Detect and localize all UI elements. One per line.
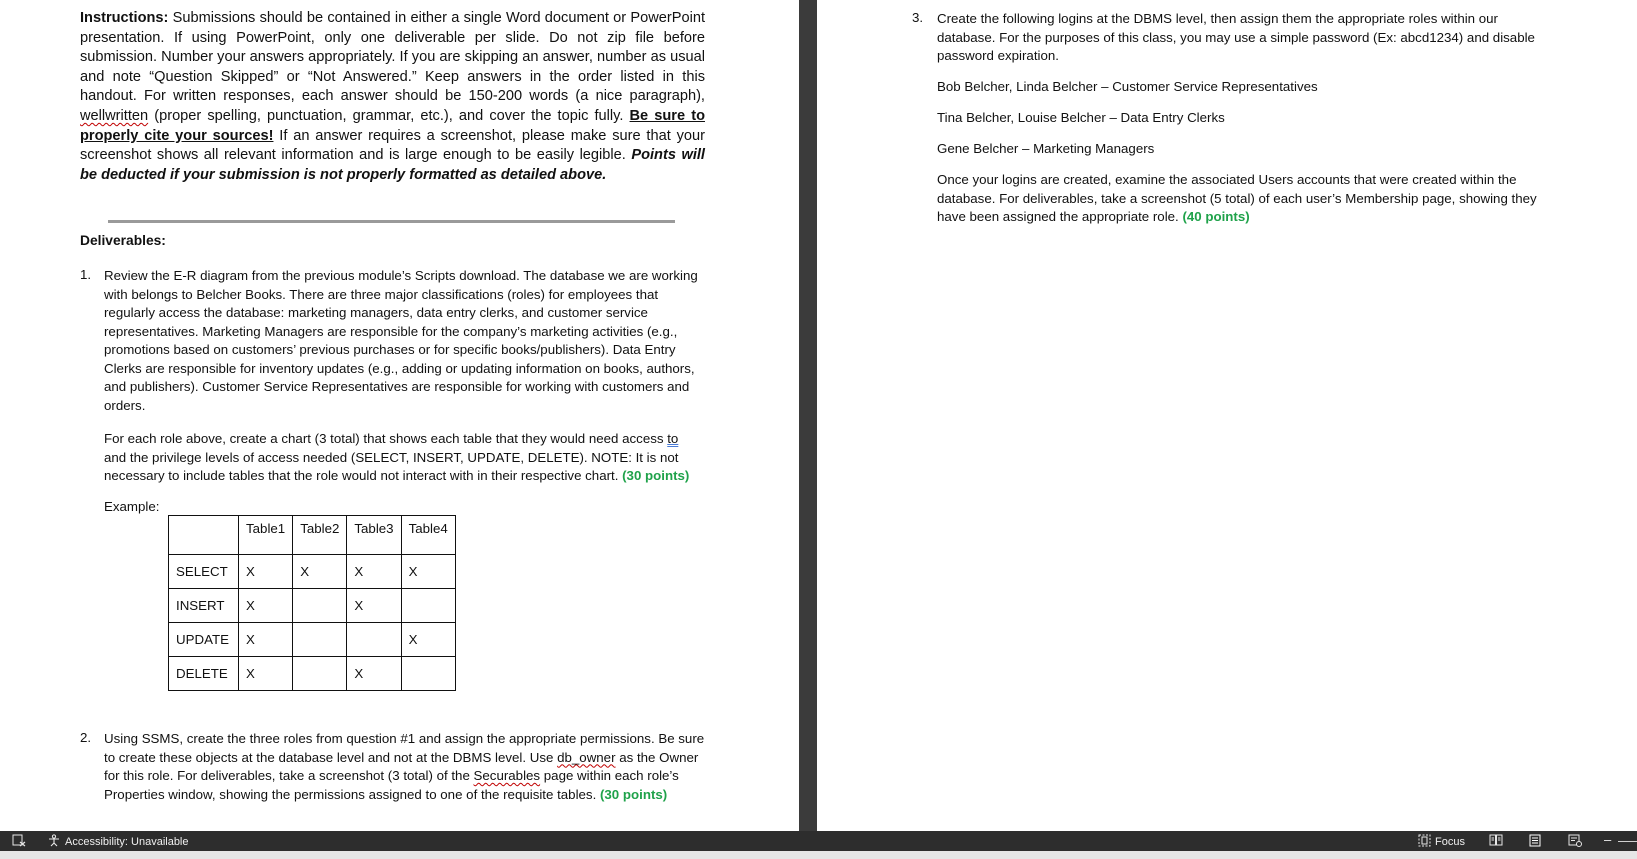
question-3-closing xyxy=(937,171,1537,227)
table-cell: X xyxy=(239,589,293,623)
table-cell: X xyxy=(347,657,401,691)
securables-word[interactable]: Securables xyxy=(473,768,541,783)
login-line-marketing: Gene Belcher – Marketing Managers xyxy=(937,141,1155,156)
accessibility-status[interactable] xyxy=(47,834,189,850)
zoom-out-label: – xyxy=(1604,832,1612,847)
login-line-customer-service: Bob Belcher, Linda Belcher – Customer Service Representatives xyxy=(937,79,1318,94)
table-row xyxy=(169,555,456,589)
q1-text: For each role above, create a chart (3 total) that shows each table that they would need access xyxy=(104,431,668,446)
question-3-number: 3. xyxy=(912,10,924,25)
focus-icon xyxy=(1418,834,1431,850)
question-3-points: (40 points) xyxy=(1182,209,1250,224)
q2-text: as the Owner for this role. For deliverables, take a screenshot (3 total) of the xyxy=(104,749,699,783)
q3-text: Once your logins are created, examine the associated Users accounts that were created within the database. For deliverables, take a screenshot (5 total) of each user’s Membership page, showing they have been assigned the appropriate role. xyxy=(937,172,1537,224)
table-cell: X xyxy=(239,555,293,589)
table-cell xyxy=(401,657,455,691)
table-row xyxy=(169,623,456,657)
table-cell: DELETE xyxy=(169,657,239,691)
print-layout-icon[interactable] xyxy=(1529,834,1541,847)
instructions-text: If an answer requires a screenshot, please make sure that your screenshot shows all relevant information and is large enough to be easily legible. xyxy=(80,127,705,164)
table-cell: Table4 xyxy=(401,516,455,555)
instructions-paragraph xyxy=(80,9,705,185)
q1-text: and the privilege levels of access needed (SELECT, INSERT, UPDATE, DELETE). NOTE: It is not necessary to include tables that the role would not interact with in their respective chart. xyxy=(104,449,679,483)
zoom-out-button[interactable] xyxy=(1604,832,1611,847)
table-cell xyxy=(293,589,347,623)
table-cell xyxy=(293,657,347,691)
table-cell: X xyxy=(239,657,293,691)
table-cell: X xyxy=(293,555,347,589)
login-line-data-entry: Tina Belcher, Louise Belcher – Data Entry Clerks xyxy=(937,110,1225,125)
table-cell xyxy=(293,623,347,657)
instructions-label: Instructions: xyxy=(80,10,169,26)
table-cell: X xyxy=(347,589,401,623)
question-1-points: (30 points) xyxy=(622,468,690,483)
table-cell: Table2 xyxy=(293,516,347,555)
q2-text: Using SSMS, create the three roles from question #1 and assign the appropriate permissions. Be sure to create these objects at the database level and not at the DBMS level. Use xyxy=(104,731,705,765)
table-row xyxy=(169,657,456,691)
question-3-intro: Create the following logins at the DBMS level, then assign them the appropriate roles within our database. For the purposes of this class, you may use a simple password (Ex: abcd1234) and disable password expiration. xyxy=(937,11,1535,63)
table-cell: UPDATE xyxy=(169,623,239,657)
status-bar xyxy=(0,831,1637,851)
question-1-number: 1. xyxy=(80,267,92,282)
table-cell: Table1 xyxy=(239,516,293,555)
table-cell: SELECT xyxy=(169,555,239,589)
question-2-paragraph xyxy=(104,730,706,804)
read-mode-icon[interactable] xyxy=(1489,834,1503,846)
accessibility-icon xyxy=(47,834,61,850)
focus-mode-button[interactable] xyxy=(1418,834,1465,850)
zoom-slider[interactable] xyxy=(1618,841,1637,842)
question-1-paragraph-2 xyxy=(104,430,704,486)
question-2-points: (30 points) xyxy=(599,786,668,802)
grammar-flag-word[interactable]: to xyxy=(667,431,679,446)
db-owner-word[interactable]: db_owner xyxy=(557,749,616,765)
document-page-left xyxy=(0,0,799,831)
question-1-paragraph-1: Review the E-R diagram from the previous module’s Scripts download. The database we are working with belongs to Belcher Books. There are three major classifications (roles) for employees that regularly access the database: marketing managers, data entry clerks, and customer service representatives. Marketing Managers are responsible for the company’s marketing activities (e.g., promotions based on customers’ previous purchases or for specific books/publishers). Data Entry Clerks are responsible for inventory updates (e.g., adding or updating information on books, authors, and publishers). Customer Service Representatives are responsible for working with customers and orders. xyxy=(104,268,698,413)
table-cell: X xyxy=(239,623,293,657)
table-cell xyxy=(169,516,239,555)
table-cell: X xyxy=(401,555,455,589)
cite-sources-emphasis: Be sure to properly cite your sources! xyxy=(80,107,705,144)
table-cell: Table3 xyxy=(347,516,401,555)
table-cell: X xyxy=(347,555,401,589)
misspelled-word[interactable]: wellwritten xyxy=(80,107,149,124)
web-layout-icon[interactable] xyxy=(1568,834,1582,847)
deliverables-heading: Deliverables: xyxy=(80,233,166,248)
instructions-text: Submissions should be contained in either a single Word document or PowerPoint presentation. If using PowerPoint, only one deliverable per slide. Do not zip file before submission. Number your answers appropriately. If you are skipping an answer, number as usual and note “Question Skipped” or “Not Answered.” Keep answers in the order listed in this handout. For written responses, each answer should be 150-200 words (a nice paragraph), xyxy=(80,10,705,105)
example-privilege-table xyxy=(168,515,456,691)
focus-label: Focus xyxy=(1435,836,1465,848)
q2-text: page within each role’s Properties window, showing the permissions assigned to one of the requisite tables. xyxy=(104,768,679,802)
horizontal-divider xyxy=(108,220,675,223)
table-cell: X xyxy=(401,623,455,657)
accessibility-label: Accessibility: Unavailable xyxy=(65,836,189,848)
question-2-number: 2. xyxy=(80,730,92,745)
table-header-row xyxy=(169,516,456,555)
document-page-right xyxy=(817,0,1637,831)
table-cell: INSERT xyxy=(169,589,239,623)
table-cell xyxy=(347,623,401,657)
table-row xyxy=(169,589,456,623)
proofing-icon[interactable] xyxy=(12,834,26,847)
example-label: Example: xyxy=(104,499,160,514)
formatting-warning: Points will be deducted if your submission is not properly formatted as detailed above. xyxy=(80,147,705,183)
window-bottom-strip xyxy=(0,851,1637,859)
instructions-text: (proper spelling, punctuation, grammar, etc.), and cover the topic fully. xyxy=(148,107,630,124)
table-cell xyxy=(401,589,455,623)
